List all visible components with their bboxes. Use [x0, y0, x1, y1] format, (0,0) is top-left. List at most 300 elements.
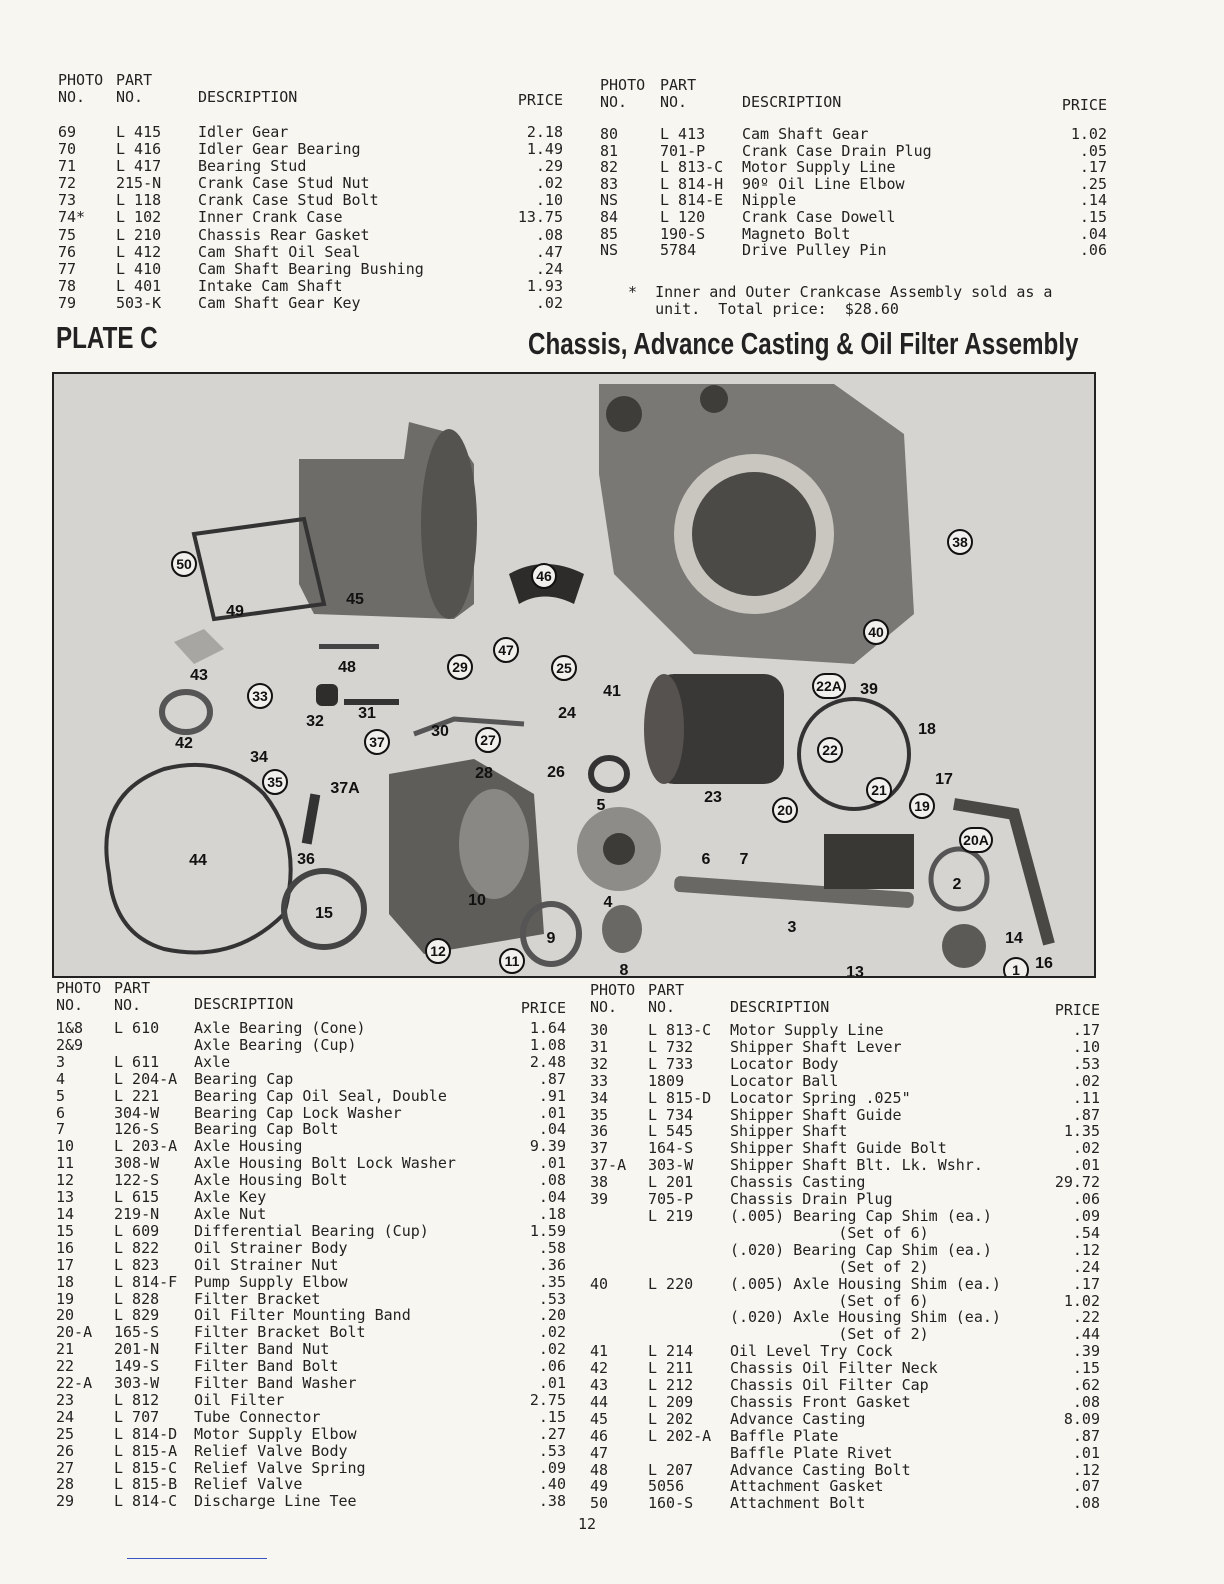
- photo-no-cell: 39: [590, 1190, 609, 1209]
- part-no-cell: L 219: [648, 1206, 694, 1225]
- header-description: DESCRIPTION: [742, 93, 842, 111]
- part-no-cell: [648, 1326, 730, 1343]
- price-cell: .17: [1072, 1021, 1100, 1039]
- header-price: PRICE: [1054, 1001, 1100, 1019]
- price-cell: .06: [1072, 1190, 1100, 1209]
- part-no-cell: L 823: [114, 1255, 160, 1274]
- description-cell: Oil Level Try Cock: [730, 1343, 893, 1361]
- part-label-10: 10: [468, 892, 486, 909]
- callout-19: 19: [909, 793, 935, 819]
- description-cell: Crank Case Dowell: [742, 208, 896, 226]
- price-cell: .05: [1079, 141, 1107, 160]
- description-cell: Bearing Cap: [194, 1070, 294, 1088]
- part-no-cell: 5056: [648, 1477, 685, 1496]
- price-cell: .27: [538, 1424, 566, 1443]
- part-no-cell: 190-S: [660, 224, 706, 243]
- description-cell: Shipper Shaft Lever: [730, 1038, 902, 1056]
- header-photo-no: PHOTO NO.: [600, 76, 646, 111]
- part-no-cell: L 120: [660, 207, 706, 226]
- table-row: [58, 175, 563, 192]
- table-header: [590, 982, 1100, 1019]
- description-cell: (.005) Bearing Cap Shim (ea.): [730, 1207, 992, 1225]
- table-row: [56, 1274, 566, 1291]
- part-no-cell: L 202-A: [648, 1426, 712, 1445]
- photo-no-cell: 29: [56, 1492, 75, 1511]
- description-cell: Relief Valve: [194, 1476, 303, 1494]
- description-cell: Crank Case Stud Bolt: [198, 192, 379, 210]
- price-cell: 1.64: [529, 1019, 566, 1037]
- price-cell: .44: [1072, 1325, 1100, 1344]
- part-no-cell: L 204-A: [114, 1069, 178, 1088]
- price-cell: .08: [1072, 1392, 1100, 1411]
- photo-no-cell: [590, 1208, 648, 1225]
- table-row: [56, 1223, 566, 1240]
- part-label-3: 3: [787, 919, 797, 936]
- photo-no-cell: 35: [590, 1105, 609, 1124]
- description-cell: Cam Shaft Gear Key: [198, 294, 361, 312]
- table-row: [56, 1138, 566, 1155]
- price-cell: .36: [538, 1255, 566, 1274]
- price-cell: 1.35: [1063, 1122, 1100, 1141]
- callout-47: 47: [493, 637, 519, 663]
- plate-label: PLATE C: [56, 320, 158, 355]
- photo-no-cell: 42: [590, 1359, 609, 1378]
- photo-no-cell: 16: [56, 1238, 75, 1257]
- photo-no-cell: 33: [590, 1071, 609, 1090]
- table-row: [56, 1392, 566, 1409]
- table-row: [56, 1071, 566, 1088]
- photo-no-cell: [590, 1242, 648, 1259]
- part-no-cell: [648, 1445, 730, 1462]
- price-cell: .10: [1072, 1037, 1100, 1056]
- table-row: [590, 1107, 1100, 1124]
- header-part-no: PART NO.: [648, 981, 685, 1016]
- price-cell: .02: [1072, 1071, 1100, 1090]
- price-cell: .17: [1072, 1274, 1100, 1293]
- part-no-cell: [648, 1259, 730, 1276]
- description-cell: Shipper Shaft Guide: [730, 1106, 902, 1124]
- part-no-cell: L 813-C: [660, 158, 724, 177]
- header-price: PRICE: [520, 999, 566, 1017]
- price-cell: .15: [1079, 207, 1107, 226]
- description-cell: Axle Housing: [194, 1138, 303, 1156]
- description-cell: Chassis Drain Plug: [730, 1191, 893, 1208]
- part-label-4: 4: [603, 894, 613, 911]
- price-cell: .01: [1072, 1443, 1100, 1462]
- part-no-cell: 160-S: [648, 1494, 694, 1513]
- table-row: [590, 1462, 1100, 1479]
- photo-no-cell: 83: [600, 174, 619, 193]
- price-cell: .15: [1072, 1359, 1100, 1378]
- photo-no-cell: 22: [56, 1357, 75, 1376]
- price-cell: .18: [538, 1204, 566, 1223]
- photo-no-cell: 7: [56, 1120, 66, 1139]
- photo-no-cell: 26: [56, 1441, 75, 1460]
- description-cell: Oil Strainer Nut: [194, 1256, 339, 1274]
- table-row: [590, 1208, 1100, 1225]
- photo-no-cell: 76: [58, 242, 77, 261]
- table-row: [56, 1257, 566, 1274]
- photo-no-cell: 6: [56, 1103, 66, 1122]
- part-label-37a: 37A: [330, 780, 360, 797]
- price-cell: .29: [535, 157, 563, 176]
- table-row: [590, 1022, 1100, 1039]
- part-no-cell: L 812: [114, 1390, 160, 1409]
- price-cell: .14: [1079, 191, 1107, 210]
- table-row: [58, 244, 563, 261]
- table-row: [58, 278, 563, 295]
- callout-22a: 22A: [812, 673, 846, 699]
- callout-37: 37: [364, 729, 390, 755]
- table-row: [600, 126, 1115, 143]
- part-label-7: 7: [739, 851, 749, 868]
- part-no-cell: L 815-C: [114, 1458, 178, 1477]
- crankcase-assembly-note: * Inner and Outer Crankcase Assembly sold as a unit. Total price: $28.60: [628, 283, 1053, 318]
- part-label-26: 26: [547, 764, 565, 781]
- photo-no-cell: 13: [56, 1188, 75, 1207]
- price-cell: 9.39: [529, 1137, 566, 1156]
- price-cell: .08: [535, 225, 563, 244]
- part-no-cell: L 615: [114, 1188, 160, 1207]
- photo-no-cell: 23: [56, 1390, 75, 1409]
- part-label-8: 8: [619, 962, 629, 978]
- photo-no-cell: 18: [56, 1272, 75, 1291]
- header-part-no: PART NO.: [660, 76, 697, 111]
- price-cell: 29.72: [1054, 1173, 1100, 1192]
- description-cell: Idler Gear Bearing: [198, 141, 361, 159]
- part-no-cell: L 814-C: [114, 1492, 178, 1511]
- table-row: [590, 1411, 1100, 1428]
- part-no-cell: L 202: [648, 1409, 694, 1428]
- part-no-cell: L 707: [114, 1407, 160, 1426]
- part-label-34: 34: [250, 749, 268, 766]
- table-row: [56, 1088, 566, 1105]
- description-cell: Filter Bracket: [194, 1290, 321, 1308]
- price-cell: .87: [1072, 1105, 1100, 1124]
- photo-no-cell: 69: [58, 123, 77, 141]
- part-no-cell: 215-N: [116, 174, 162, 193]
- part-label-15: 15: [315, 905, 333, 922]
- photo-no-cell: 20-A: [56, 1323, 93, 1342]
- photo-no-cell: 32: [590, 1054, 609, 1073]
- table-row: [590, 1394, 1100, 1411]
- callout-11: 11: [499, 948, 525, 974]
- exploded-parts-photo: [52, 372, 1096, 978]
- price-cell: 1.49: [526, 140, 563, 159]
- description-cell: Attachment Gasket: [730, 1478, 884, 1496]
- table-row: [590, 1293, 1100, 1310]
- part-no-cell: [648, 1225, 730, 1242]
- table-row: [56, 1375, 566, 1392]
- part-no-cell: L 412: [116, 242, 162, 261]
- price-cell: .87: [538, 1069, 566, 1088]
- description-cell: Filter Band Nut: [194, 1341, 330, 1359]
- part-label-41: 41: [603, 683, 621, 700]
- part-no-cell: 165-S: [114, 1323, 160, 1342]
- table-row: [590, 1343, 1100, 1360]
- header-price: PRICE: [517, 91, 563, 109]
- price-cell: .12: [1072, 1240, 1100, 1259]
- table-row: [590, 1157, 1100, 1174]
- photo-no-cell: 75: [58, 225, 77, 244]
- price-cell: .08: [1072, 1494, 1100, 1513]
- price-cell: .06: [1079, 241, 1107, 260]
- price-cell: .91: [538, 1086, 566, 1105]
- part-label-23: 23: [704, 789, 722, 806]
- photo-no-cell: 5: [56, 1086, 66, 1105]
- part-no-cell: L 611: [114, 1052, 160, 1071]
- part-no-cell: L 610: [114, 1019, 160, 1037]
- callout-33: 33: [247, 683, 273, 709]
- photo-no-cell: 4: [56, 1069, 66, 1088]
- description-cell: Chassis Casting: [730, 1174, 866, 1192]
- price-cell: .02: [538, 1340, 566, 1359]
- part-no-cell: L 201: [648, 1173, 694, 1192]
- footer-rule: [127, 1558, 267, 1559]
- part-label-6: 6: [701, 851, 711, 868]
- part-no-cell: L 815-A: [114, 1441, 178, 1460]
- description-cell: Tube Connector: [194, 1408, 321, 1426]
- price-cell: .22: [1072, 1308, 1100, 1327]
- photo-no-cell: [590, 1225, 648, 1242]
- photo-no-cell: 2&9: [56, 1035, 84, 1054]
- table-row: [600, 192, 1115, 209]
- table-row: [590, 1428, 1100, 1445]
- table-row: [56, 1105, 566, 1122]
- callout-40: 40: [863, 619, 889, 645]
- description-cell: Shipper Shaft: [730, 1123, 848, 1141]
- part-no-cell: 5784: [660, 241, 697, 260]
- description-cell: Chassis Front Gasket: [730, 1393, 911, 1411]
- part-no-cell: L 118: [116, 191, 162, 210]
- description-cell: Axle Housing Bolt Lock Washer: [194, 1155, 456, 1173]
- photo-no-cell: 46: [590, 1426, 609, 1445]
- price-cell: .25: [1079, 174, 1107, 193]
- description-cell: Crank Case Drain Plug: [742, 142, 932, 160]
- table-row: [56, 1206, 566, 1223]
- description-cell: Cam Shaft Bearing Bushing: [198, 260, 424, 278]
- price-cell: .02: [535, 293, 563, 312]
- price-cell: .39: [1072, 1342, 1100, 1361]
- description-cell: Filter Bracket Bolt: [194, 1324, 366, 1342]
- price-cell: .35: [538, 1272, 566, 1291]
- photo-no-cell: 41: [590, 1342, 609, 1361]
- part-label-31: 31: [358, 705, 376, 722]
- table-row: [590, 1242, 1100, 1259]
- part-no-cell: 303-W: [648, 1156, 694, 1175]
- part-no-cell: L 814-E: [660, 191, 724, 210]
- price-cell: .02: [1072, 1139, 1100, 1158]
- price-cell: 1.02: [1070, 125, 1107, 143]
- table-row: [590, 1225, 1100, 1242]
- part-no-cell: L 212: [648, 1376, 694, 1395]
- header-description: DESCRIPTION: [194, 995, 294, 1013]
- price-cell: 1.08: [529, 1035, 566, 1054]
- description-cell: Axle Bearing (Cup): [194, 1036, 357, 1054]
- description-cell: (.020) Axle Housing Shim (ea.): [730, 1309, 1001, 1327]
- price-cell: .11: [1072, 1088, 1100, 1107]
- description-cell: Attachment Bolt: [730, 1495, 866, 1513]
- photo-no-cell: 71: [58, 157, 77, 176]
- table-row: [600, 176, 1115, 193]
- table-row: [590, 1377, 1100, 1394]
- part-no-cell: 201-N: [114, 1340, 160, 1359]
- part-no-cell: 1809: [648, 1071, 685, 1090]
- price-cell: .01: [538, 1374, 566, 1393]
- part-no-cell: L 214: [648, 1342, 694, 1361]
- callout-35: 35: [262, 769, 288, 795]
- table-row: [58, 124, 563, 141]
- photo-no-cell: 44: [590, 1392, 609, 1411]
- table-row: [590, 1309, 1100, 1326]
- part-no-cell: 308-W: [114, 1154, 160, 1173]
- header-part-no: PART NO.: [116, 71, 153, 106]
- price-cell: .10: [535, 191, 563, 210]
- description-cell: Bearing Cap Oil Seal, Double: [194, 1087, 447, 1105]
- part-no-cell: L 813-C: [648, 1021, 712, 1039]
- photo-no-cell: [590, 1309, 648, 1326]
- part-no-cell: 149-S: [114, 1357, 160, 1376]
- description-cell: Locator Spring .025": [730, 1089, 911, 1107]
- header-description: DESCRIPTION: [730, 998, 830, 1016]
- part-no-cell: 164-S: [648, 1139, 694, 1158]
- price-cell: 13.75: [517, 208, 563, 227]
- table-row: [56, 1409, 566, 1426]
- description-cell: Differential Bearing (Cup): [194, 1222, 429, 1240]
- photo-no-cell: 19: [56, 1289, 75, 1308]
- description-cell: (.020) Bearing Cap Shim (ea.): [730, 1241, 992, 1259]
- part-no-cell: L 829: [114, 1306, 160, 1325]
- photo-no-cell: 45: [590, 1409, 609, 1428]
- table-row: [600, 143, 1115, 160]
- description-cell: Motor Supply Line: [730, 1022, 884, 1039]
- table-row: [56, 1291, 566, 1308]
- table-row: [590, 1445, 1100, 1462]
- table-row: [58, 158, 563, 175]
- description-cell: Cam Shaft Oil Seal: [198, 243, 361, 261]
- photo-no-cell: 85: [600, 224, 619, 243]
- part-no-cell: L 609: [114, 1221, 160, 1240]
- description-cell: Axle Housing Bolt: [194, 1172, 348, 1190]
- description-cell: Magneto Bolt: [742, 225, 851, 243]
- price-cell: .15: [538, 1407, 566, 1426]
- price-cell: .47: [535, 242, 563, 261]
- description-cell: Oil Strainer Body: [194, 1239, 348, 1257]
- photo-no-cell: 36: [590, 1122, 609, 1141]
- table-row: [56, 1476, 566, 1493]
- photo-no-cell: NS: [600, 191, 619, 210]
- photo-no-cell: 38: [590, 1173, 609, 1192]
- table-row: [590, 1140, 1100, 1157]
- table-row: [56, 1307, 566, 1324]
- description-cell: Bearing Cap Lock Washer: [194, 1104, 402, 1122]
- part-no-cell: L 413: [660, 125, 706, 143]
- photo-no-cell: 84: [600, 207, 619, 226]
- description-cell: (Set of 2): [730, 1258, 929, 1276]
- photo-no-cell: 15: [56, 1221, 75, 1240]
- photo-no-cell: 31: [590, 1037, 609, 1056]
- description-cell: Shipper Shaft Guide Bolt: [730, 1140, 947, 1158]
- description-cell: Relief Valve Body: [194, 1442, 348, 1460]
- part-label-24: 24: [558, 705, 576, 722]
- price-cell: .04: [538, 1188, 566, 1207]
- table-row: [590, 1174, 1100, 1191]
- photo-no-cell: 24: [56, 1407, 75, 1426]
- part-no-cell: L 221: [114, 1086, 160, 1105]
- table-header: [600, 77, 1115, 114]
- photo-no-cell: 14: [56, 1204, 75, 1223]
- page-number: 12: [578, 1515, 597, 1533]
- table-row: [56, 1493, 566, 1510]
- photo-no-cell: 12: [56, 1171, 75, 1190]
- part-no-cell: L 203-A: [114, 1137, 178, 1156]
- table-header: [56, 980, 566, 1017]
- part-no-cell: L 814-F: [114, 1272, 178, 1291]
- price-cell: 2.18: [526, 123, 563, 141]
- description-cell: Motor Supply Elbow: [194, 1425, 357, 1443]
- price-cell: .01: [1072, 1156, 1100, 1175]
- part-no-cell: L 207: [648, 1460, 694, 1479]
- plate-title: Chassis, Advance Casting & Oil Filter Assembly: [528, 326, 1079, 361]
- part-label-39: 39: [860, 681, 878, 698]
- description-cell: Bearing Cap Bolt: [194, 1121, 339, 1139]
- table-row: [58, 141, 563, 158]
- table-row: [56, 1341, 566, 1358]
- price-cell: .40: [538, 1475, 566, 1494]
- part-no-cell: L 410: [116, 259, 162, 278]
- photo-no-cell: 37-A: [590, 1156, 627, 1175]
- part-label-18: 18: [918, 721, 936, 738]
- description-cell: Pump Supply Elbow: [194, 1273, 348, 1291]
- photo-no-cell: 27: [56, 1458, 75, 1477]
- price-cell: .53: [538, 1441, 566, 1460]
- description-cell: Idler Gear: [198, 124, 289, 141]
- price-cell: .58: [538, 1238, 566, 1257]
- photo-no-cell: 49: [590, 1477, 609, 1496]
- price-cell: .12: [1072, 1460, 1100, 1479]
- table-row: [590, 1326, 1100, 1343]
- photo-no-cell: 43: [590, 1376, 609, 1395]
- photo-no-cell: 73: [58, 191, 77, 210]
- part-no-cell: 304-W: [114, 1103, 160, 1122]
- table-row: [56, 1121, 566, 1138]
- photo-no-cell: 25: [56, 1424, 75, 1443]
- part-label-13: 13: [846, 964, 864, 978]
- price-cell: .53: [1072, 1054, 1100, 1073]
- part-no-cell: 701-P: [660, 141, 706, 160]
- photo-no-cell: 40: [590, 1274, 609, 1293]
- part-label-36: 36: [297, 851, 315, 868]
- price-cell: 2.75: [529, 1390, 566, 1409]
- price-cell: .08: [538, 1171, 566, 1190]
- callout-22: 22: [817, 737, 843, 763]
- table-row: [56, 1037, 566, 1054]
- price-cell: .02: [538, 1323, 566, 1342]
- part-no-cell: [648, 1309, 730, 1326]
- table-row: [600, 159, 1115, 176]
- part-no-cell: L 545: [648, 1122, 694, 1141]
- callout-27: 27: [475, 727, 501, 753]
- description-cell: Advance Casting: [730, 1410, 866, 1428]
- description-cell: 90º Oil Line Elbow: [742, 175, 905, 193]
- photo-no-cell: [590, 1326, 648, 1343]
- price-cell: .07: [1072, 1477, 1100, 1496]
- description-cell: Bearing Stud: [198, 158, 307, 176]
- photo-no-cell: 48: [590, 1460, 609, 1479]
- price-cell: .20: [538, 1306, 566, 1325]
- part-label-5: 5: [596, 797, 606, 814]
- part-label-44: 44: [189, 852, 207, 869]
